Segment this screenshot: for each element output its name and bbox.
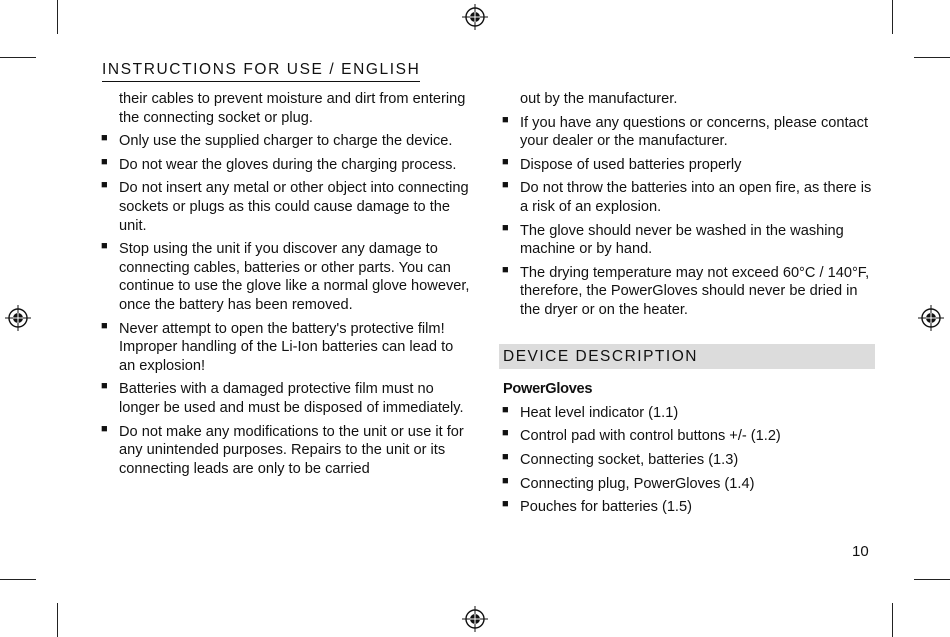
registration-mark-icon [462,4,488,30]
list-item-text: Heat level indicator (1.1) [520,404,679,421]
list-item-text: The drying temperature may not exceed 60°C / 140°F, therefore, the PowerGloves should never be dried in the dryer or on the heater. [520,264,870,318]
list-item-text: Connecting plug, PowerGloves (1.4) [520,475,755,492]
page-header: INSTRUCTIONS FOR USE / ENGLISH [102,61,420,82]
bullet-icon: ■ [502,498,509,511]
list-item [102,156,472,175]
bullet-icon: ■ [101,240,108,253]
list-item-text: If you have any questions or concerns, please contact your dealer or the manufacturer. [520,114,869,150]
list-item [503,404,875,423]
registration-mark-icon [918,305,944,331]
list-item [102,423,472,479]
list-item [503,498,875,517]
crop-mark [914,579,950,580]
crop-mark [0,57,36,58]
crop-mark [914,57,950,58]
bullet-icon: ■ [502,179,509,192]
list-item [503,179,875,216]
list-item-text: Dispose of used batteries properly [520,156,742,173]
list-item [503,427,875,446]
list-item [503,156,875,175]
registration-mark-icon [462,606,488,632]
list-item-text: Do not make any modifications to the unit or use it for any unintended purposes. Repairs to the unit or its connecting leads are only to be carried [119,423,464,477]
list-item [102,179,472,235]
list-item-text: Do not wear the gloves during the charging process. [119,156,457,173]
list-item-text: Stop using the unit if you discover any damage to connecting cables, batteries or other parts. You can continue to use the glove like a normal glove however, once the battery has been removed. [119,241,470,313]
bullet-icon: ■ [502,155,509,168]
list-item-text: Only use the supplied charger to charge the device. [119,133,453,150]
list-item [102,240,472,314]
list-item [102,380,472,417]
bullet-icon: ■ [101,319,108,332]
bullet-icon: ■ [101,179,108,192]
list-item-text: The glove should never be washed in the washing machine or by hand. [520,222,844,258]
section-heading: DEVICE DESCRIPTION [499,344,875,370]
bullet-icon: ■ [101,380,108,393]
bullet-icon: ■ [502,403,509,416]
bullet-icon: ■ [502,221,509,234]
bullet-icon: ■ [502,427,509,440]
list-item-text: Connecting socket, batteries (1.3) [520,451,739,468]
right-column [503,90,875,522]
crop-mark [892,0,893,34]
continuation-text: their cables to prevent moisture and dirt from entering the connecting socket or plug. [119,91,466,126]
list-item-text: Control pad with control buttons +/- (1.2) [520,428,781,445]
continuation-text: out by the manufacturer. [520,91,678,107]
crop-mark [57,603,58,637]
crop-mark [0,579,36,580]
list-item-text: Batteries with a damaged protective film must no longer be used and must be disposed of immediately. [119,381,464,416]
list-item-text: Do not insert any metal or other object into connecting sockets or plugs as this could cause damage to the unit. [119,180,469,234]
list-item [503,475,875,494]
list-item [503,222,875,259]
list-item-text: Pouches for batteries (1.5) [520,499,692,516]
list-item [503,114,875,151]
list-item-text: Never attempt to open the battery's protective film! Improper handling of the Li-Ion batteries can lead to an explosion! [119,320,454,374]
bullet-icon: ■ [101,155,108,168]
bullet-icon: ■ [101,132,108,145]
bullet-icon: ■ [101,422,108,435]
list-item [503,451,875,470]
list-item-text: Do not throw the batteries into an open fire, as there is a risk of an explosion. [520,180,872,215]
left-column [102,90,472,483]
list-item [102,132,472,151]
product-name: PowerGloves [503,381,593,398]
crop-mark [57,0,58,34]
bullet-icon: ■ [502,263,509,276]
page-number: 10 [852,543,869,560]
list-item [102,320,472,376]
registration-mark-icon [5,305,31,331]
crop-mark [892,603,893,637]
list-item [503,264,875,320]
bullet-icon: ■ [502,450,509,463]
bullet-icon: ■ [502,474,509,487]
bullet-icon: ■ [502,113,509,126]
